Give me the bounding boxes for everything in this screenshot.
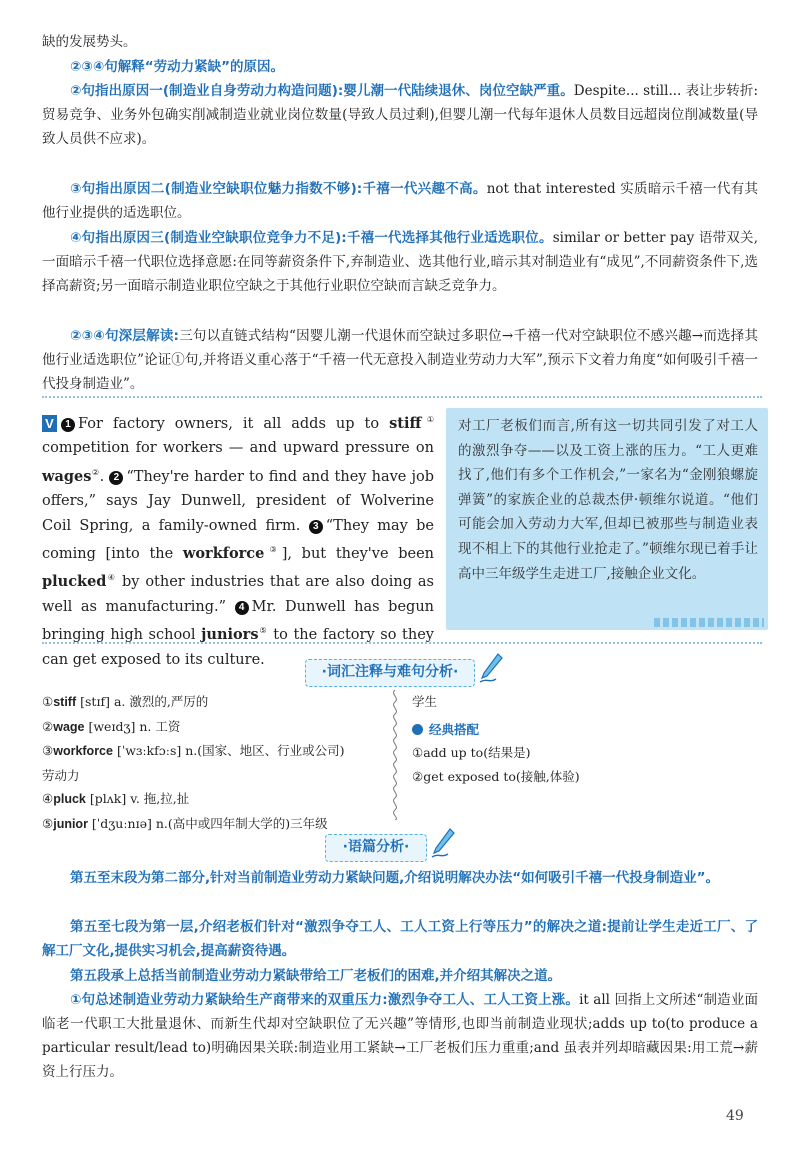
collocation-heading: 经典搭配 — [412, 718, 752, 742]
vocab-item: ①stiff [stɪf] a. 激烈的,严厉的 — [42, 694, 209, 709]
collocations — [412, 690, 752, 788]
sentence-number: 1 — [61, 418, 75, 432]
analysis-paragraph: ①句总述制造业劳动力紧缺给生产商带来的双重压力:激烈争夺工人、工人工资上涨。it all 回指上文所述“制造业面临老一代职工大批量退休、而新生代却对空缺职位了无兴趣”等情形,也即当前制造业现状;adds up to(to produce a particular result/lead to)明确因果关联:制造业用工紧缺→工厂老板们压力重重;and 虽表并列却暗藏因果:用工荒→薪资上行压力。 — [42, 992, 758, 1080]
vocab-item: ③workforce [ˈwɜːkfɔːs] n.(国家、地区、行业或公司) — [42, 743, 345, 758]
vocab-word: workforce — [182, 544, 265, 562]
analysis-paragraph: 第五至末段为第二部分,针对当前制造业劳动力紧缺问题,介绍说明解决办法“如何吸引千禧一代投身制造业”。 — [70, 870, 720, 886]
collocation-item: ①add up to(结果是) — [412, 745, 531, 760]
vocab-word: juniors — [201, 626, 259, 644]
divider — [42, 642, 762, 644]
analysis-paragraph: ④句指出原因三(制造业空缺职位竞争力不足):千禧一代选择其他行业适选职位。similar or better pay 语带双关,一面暗示千禧一代职位选择意愿:在同等薪资条件下,弃制造业、选其他行业,暗示其对制造业有“成见”,不同薪资条件下,选择高薪资;另一面暗示制造业职位空缺之于其他行业职位空缺而言缺乏竞争力。 — [42, 230, 759, 294]
translation-panel — [446, 408, 768, 630]
vocab-item: ④pluck [plʌk] v. 拖,拉,扯 — [42, 791, 190, 806]
sentence-number: 4 — [235, 601, 249, 615]
analysis-banner: ·语篇分析· — [325, 834, 427, 862]
vocab-word: stiff — [389, 414, 422, 432]
vocab-list — [42, 690, 387, 836]
english-passage: V 1 For factory owners, it all adds up to stiff① competition for workers — and upward pressure on wages②. 2 “They're harder to find and they have job offers,” says Jay Dunwell, president of Wolverine Coil Spring, a family-owned firm. 3 “They may be coming [into the workforce③], but they've been plucked④ by other industries that are also doing as well as manufacturing.” 4 Mr. Dunwell has begun bringing high school juniors⑤ to the factory so they can get exposed to its culture. — [42, 414, 435, 668]
vocab-item: 劳动力 — [42, 767, 80, 783]
analysis-heading: ②③④句解释“劳动力紧缺”的原因。 — [70, 59, 285, 75]
analysis-paragraph: ②句指出原因一(制造业自身劳动力构造问题):婴儿潮一代陆续退休、岗位空缺严重。Despite... still... 表让步转折:贸易竞争、业务外包确实削减制造业就业岗位数量(导致人员过剩),但婴儿潮一代每年退休人员数目远超岗位削减数量(导致人员供不应求)。 — [42, 83, 758, 147]
divider-zigzag — [389, 690, 401, 820]
vocab-word: wages — [42, 467, 92, 485]
vocab-banner: ·词汇注释与难句分析· — [305, 659, 475, 687]
analysis-paragraph: 第五段承上总括当前制造业劳动力紧缺带给工厂老板们的困难,并介绍其解决之道。 — [70, 968, 562, 984]
vocab-item: ②wage [weɪdʒ] n. 工资 — [42, 718, 181, 734]
vocab-item: ⑤junior [ˈdʒuːnɪə] n.(高中或四年制大学的)三年级 — [42, 815, 328, 831]
pen-icon — [478, 652, 504, 684]
sentence-number: 2 — [109, 471, 123, 485]
paragraph-marker: V — [42, 415, 57, 432]
divider — [42, 396, 762, 398]
page-number: 49 — [726, 1108, 744, 1124]
decorative-stripe — [654, 618, 764, 627]
bullet-icon — [412, 724, 423, 735]
vocab-word: plucked — [42, 573, 107, 591]
pen-icon — [430, 827, 456, 859]
sentence-number: 3 — [309, 520, 323, 534]
collocation-item: ②get exposed to(接触,体验) — [412, 768, 580, 784]
text-line: 缺的发展势头。 — [42, 34, 137, 50]
translation-text: 对工厂老板们而言,所有这一切共同引发了对工人的激烈争夺——以及工资上涨的压力。“工人更难找了,他们有多个工作机会,”一家名为“金刚狼螺旋弹簧”的家族企业的总裁杰伊·顿维尔说道。“他们可能会加入劳动力大军,但却已被那些与制造业表现不相上下的其他行业抢走了。”顿维尔现已着手让高中三年级学生走进工厂,接触企业文化。 — [458, 418, 758, 582]
analysis-paragraph: ②③④句深层解读:三句以直链式结构“因婴儿潮一代退休而空缺过多职位→千禧一代对空缺职位不感兴趣→而选择其他行业适选职位”论证①句,并将语义重心落于“千禧一代无意投入制造业劳动力大军”,预示下文着力角度“如何吸引千禧一代投身制造业”。 — [42, 328, 758, 392]
analysis-paragraph: ③句指出原因二(制造业空缺职位魅力指数不够):千禧一代兴趣不高。not that interested 实质暗示千禧一代有其他行业提供的适选职位。 — [42, 181, 758, 221]
analysis-paragraph: 第五至七段为第一层,介绍老板们针对“激烈争夺工人、工人工资上行等压力”的解决之道:提前让学生走近工厂、了解工厂文化,提供实习机会,提高薪资待遇。 — [42, 919, 758, 959]
vocab-continued: 学生 — [412, 694, 438, 709]
